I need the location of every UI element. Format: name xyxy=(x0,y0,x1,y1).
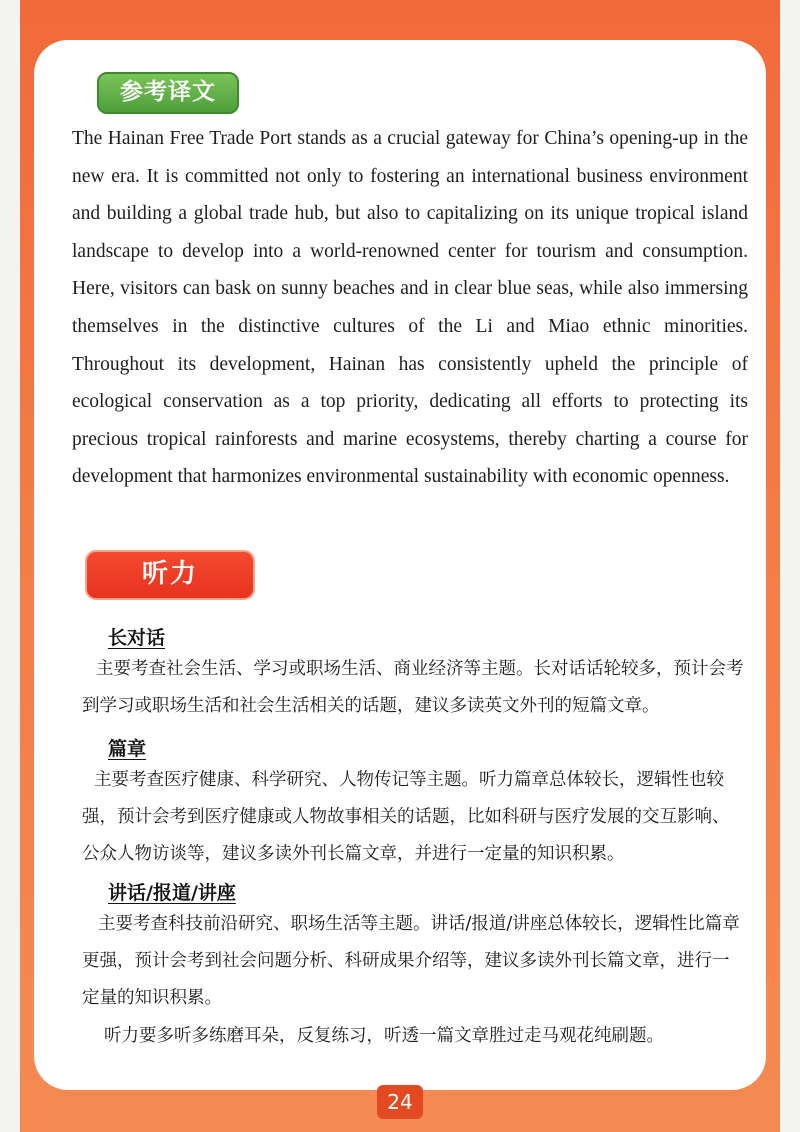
listening-tag: 听力 xyxy=(85,550,255,600)
heading-long-conversation: 长对话 xyxy=(108,627,166,649)
heading-passage: 篇章 xyxy=(108,738,147,760)
page-number: 24 xyxy=(377,1085,423,1119)
heading-speech-report-lecture: 讲话/报道/讲座 xyxy=(108,882,236,904)
translation-paragraph: The Hainan Free Trade Port stands as a crucial gateway for China’s opening-up in the new era. It is committed not only to fostering an international business environment and building a global trade hub, but also to capitalizing on its unique tropical island landscape to develop into a world-renowned center for tourism and consumption. Here, visitors can bask on sunny beaches and in clear blue seas, while also immersing themselves in the distinctive cultures of the Li and Miao ethnic minorities. Throughout its development, Hainan has consistently upheld the principle of ecological conservation as a top priority, dedicating all efforts to protecting its precious tropical rainforests and marine ecosystems, thereby charting a course for development that harmonizes environmental sustainability with economic openness. xyxy=(72,128,748,488)
page-frame xyxy=(20,0,780,1132)
speech-report-lecture-text: 主要考查科技前沿研究、职场生活等主题。讲话/报道/讲座总体较长，逻辑性比篇章更强，预计会考到社会问题分析、科研成果介绍等，建议多读外刊长篇文章，进行一定量的知识积累。 xyxy=(82,914,740,1008)
listening-closing-text: 听力要多听多练磨耳朵，反复练习，听透一篇文章胜过走马观花纯刷题。 xyxy=(104,1026,664,1046)
long-conversation-text: 主要考查社会生活、学习或职场生活、商业经济等主题。长对话话轮较多，预计会考到学习或职场生活和社会生活相关的话题，建议多读英文外刊的短篇文章。 xyxy=(82,659,744,716)
passage-text: 主要考查医疗健康、科学研究、人物传记等主题。听力篇章总体较长，逻辑性也较强，预计会考到医疗健康或人物故事相关的话题，比如科研与医疗发展的交互影响、公众人物访谈等，建议多读外刊长篇文章，并进行一定量的知识积累。 xyxy=(82,770,730,864)
translation-tag: 参考译文 xyxy=(97,72,239,114)
content-card xyxy=(34,40,766,1090)
